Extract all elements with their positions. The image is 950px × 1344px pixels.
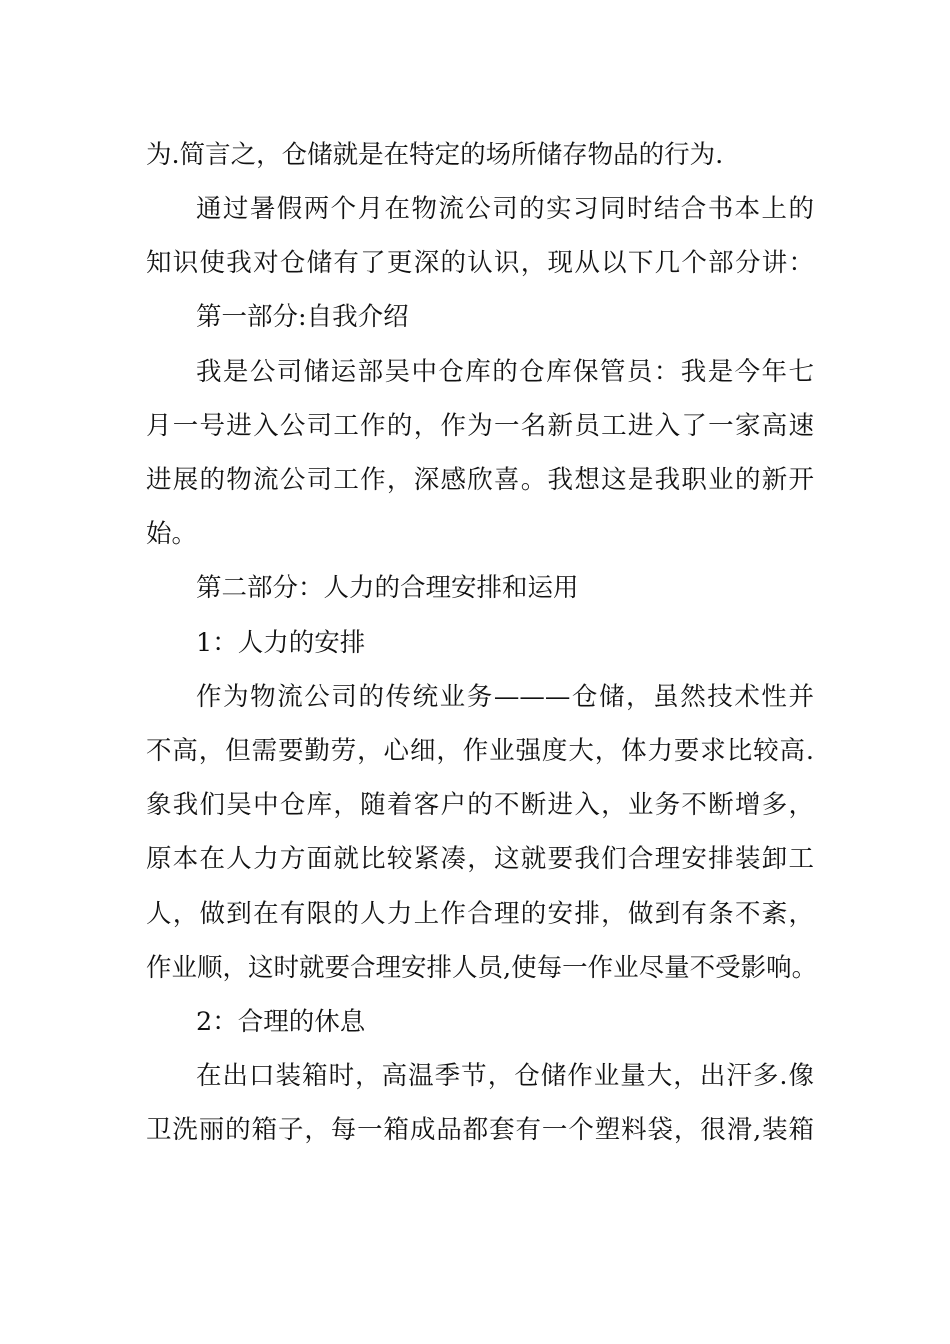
text-line-15: 人，做到在有限的人力上作合理的安排，做到有条不紊， [146, 899, 814, 929]
subsection-heading-2: 2：合理的休息 [196, 1007, 366, 1037]
text-line-13: 象我们吴中仓库，随着客户的不断进入，业务不断增多， [146, 790, 814, 820]
text-line-6: 月一号进入公司工作的，作为一名新员工进入了一家高速 [146, 411, 814, 441]
text-line-5: 我是公司储运部吴中仓库的仓库保管员：我是今年七 [196, 357, 814, 387]
text-line-18: 在出口装箱时，高温季节，仓储作业量大，出汗多.像 [196, 1061, 814, 1091]
text-line-2: 通过暑假两个月在物流公司的实习同时结合书本上的 [196, 194, 814, 224]
text-line-14: 原本在人力方面就比较紧凑，这就要我们合理安排装卸工 [146, 844, 814, 874]
subsection-heading-1: 1：人力的安排 [196, 628, 366, 658]
text-line-12: 不高，但需要勤劳，心细，作业强度大，体力要求比较高. [146, 736, 814, 766]
text-line-3: 知识使我对仓储有了更深的认识，现从以下几个部分讲： [146, 248, 814, 278]
text-line-1: 为.简言之，仓储就是在特定的场所储存物品的行为. [146, 140, 724, 170]
text-line-8: 始。 [146, 519, 198, 549]
text-line-16: 作业顺，这时就要合理安排人员,使每一作业尽量不受影响。 [146, 953, 818, 983]
text-line-7: 进展的物流公司工作，深感欣喜。我想这是我职业的新开 [146, 465, 814, 495]
text-line-11: 作为物流公司的传统业务———仓储，虽然技术性并 [196, 682, 814, 712]
text-line-19: 卫洗丽的箱子，每一箱成品都套有一个塑料袋，很滑,装箱 [146, 1115, 814, 1145]
section-heading-2: 第二部分：人力的合理安排和运用 [196, 573, 579, 603]
section-heading-1: 第一部分:自我介绍 [196, 302, 409, 332]
